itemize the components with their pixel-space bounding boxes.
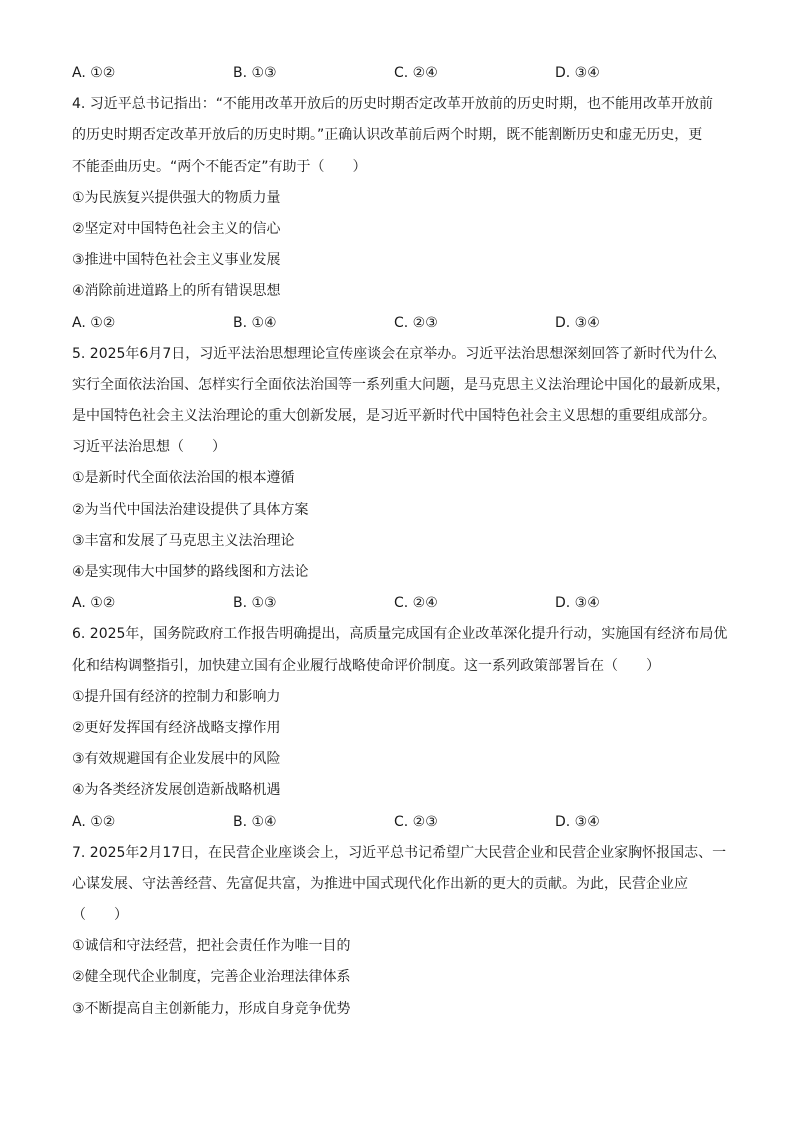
q6-item-1: ①提升国有经济的控制力和影响力 — [72, 688, 281, 705]
q7-stem-line: 7. 2025年2月17日，在民营企业座谈会上，习近平总书记希望广大民营企业和民营企业家胸怀报国志、一 — [72, 844, 727, 861]
question-7 — [72, 838, 732, 1025]
q5-options — [72, 588, 732, 619]
q5-item-2: ②为当代中国法治建设提供了具体方案 — [72, 501, 309, 518]
q4-item-1: ①为民族复兴提供强大的物质力量 — [72, 189, 281, 206]
q7-stem-line: （ ） — [72, 907, 128, 924]
q6-item-2: ②更好发挥国有经济战略支撑作用 — [72, 719, 281, 736]
q5-option-c: C. ②④ — [394, 595, 438, 612]
q3-option-c: C. ②④ — [394, 65, 438, 81]
question-6 — [72, 619, 732, 837]
q6-option-c: C. ②③ — [394, 813, 438, 830]
q5-option-b: B. ①③ — [233, 595, 277, 612]
q4-stem-line: 的历史时期否定改革开放后的历史时期。”正确认识改革前后两个时期，既不能割断历史和虚无历史，更 — [72, 127, 703, 144]
q6-item-4: ④为各类经济发展创造新战略机遇 — [72, 782, 281, 799]
q4-stem-line: 4. 习近平总书记指出：“不能用改革开放后的历史时期否定改革开放前的历史时期，也不能用改革开放前 — [72, 96, 714, 113]
q4-option-d: D. ③④ — [555, 314, 600, 331]
q6-option-d: D. ③④ — [555, 813, 600, 830]
q5-stem-line: 习近平法治思想（ ） — [72, 439, 226, 456]
question-4 — [72, 89, 732, 339]
q4-item-4: ④消除前进道路上的所有错误思想 — [72, 283, 281, 300]
q5-option-a: A. ①② — [72, 595, 116, 612]
q5-option-d: D. ③④ — [555, 595, 600, 612]
q3-option-b: B. ①③ — [233, 65, 277, 81]
q3-options — [72, 58, 732, 89]
question-5 — [72, 339, 732, 620]
q5-stem-line: 实行全面依法治国、怎样实行全面依法治国等一系列重大问题，是马克思主义法治理论中国化的最新成果， — [72, 376, 730, 393]
q5-item-3: ③丰富和发展了马克思主义法治理论 — [72, 532, 295, 549]
q6-stem-line: 6. 2025年，国务院政府工作报告明确提出，高质量完成国有企业改革深化提升行动，实施国有经济布局优 — [72, 626, 728, 643]
q6-options — [72, 807, 732, 838]
q4-option-a: A. ①② — [72, 314, 116, 331]
q5-item-1: ①是新时代全面依法治国的根本遵循 — [72, 470, 295, 487]
q5-item-4: ④是实现伟大中国梦的路线图和方法论 — [72, 564, 309, 580]
q4-option-c: C. ②③ — [394, 314, 438, 331]
q7-item-3: ③不断提高自主创新能力，形成自身竞争优势 — [72, 1000, 351, 1017]
q3-option-a: A. ①② — [72, 65, 116, 81]
q7-stem-line: 心谋发展、守法善经营、先富促共富，为推进中国式现代化作出新的更大的贡献。为此，民营企业应 — [72, 875, 688, 892]
q5-stem-line: 是中国特色社会主义法治理论的重大创新发展，是习近平新时代中国特色社会主义思想的重要组成部分。 — [72, 408, 716, 425]
exam-page — [72, 58, 732, 1025]
q6-option-b: B. ①④ — [233, 813, 277, 830]
q4-item-3: ③推进中国特色社会主义事业发展 — [72, 252, 281, 269]
q6-item-3: ③有效规避国有企业发展中的风险 — [72, 751, 281, 768]
q4-item-2: ②坚定对中国特色社会主义的信心 — [72, 220, 281, 237]
q4-stem-line: 不能歪曲历史。“两个不能否定”有助于（ ） — [72, 158, 367, 175]
q7-item-2: ②健全现代企业制度，完善企业治理法律体系 — [72, 969, 351, 986]
q3-option-d: D. ③④ — [555, 65, 600, 81]
q4-option-b: B. ①④ — [233, 314, 277, 331]
q7-item-1: ①诚信和守法经营，把社会责任作为唯一目的 — [72, 938, 351, 955]
q6-stem-line: 化和结构调整指引，加快建立国有企业履行战略使命评价制度。这一系列政策部署旨在（ ） — [72, 657, 660, 674]
q5-stem-line: 5. 2025年6月7日，习近平法治思想理论宣传座谈会在京举办。习近平法治思想深刻回答了新时代为什么 — [72, 345, 718, 362]
q4-options — [72, 308, 732, 339]
q6-option-a: A. ①② — [72, 813, 116, 830]
